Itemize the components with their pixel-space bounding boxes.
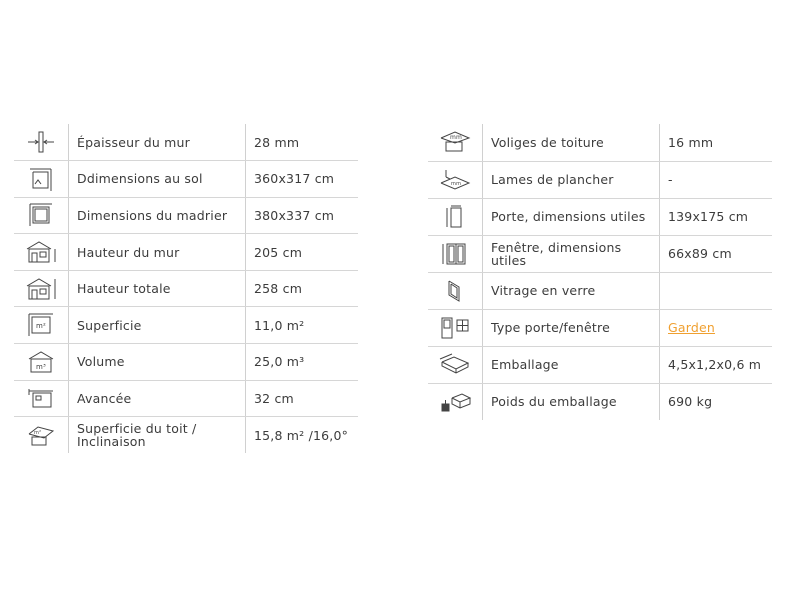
roof-area-icon xyxy=(26,422,56,448)
area-icon xyxy=(26,312,56,338)
spec-value xyxy=(660,272,773,309)
spec-label: Type porte/fenêtre xyxy=(483,309,660,346)
spec-label: Fenêtre, dimensions utiles xyxy=(483,235,660,272)
window-dimensions-icon xyxy=(440,241,470,267)
spec-label: Porte, dimensions utiles xyxy=(483,198,660,235)
table-row xyxy=(14,124,358,161)
spec-value: 690 kg xyxy=(668,394,713,410)
table-row xyxy=(428,235,772,272)
roof-boards-icon xyxy=(438,129,472,155)
table-row xyxy=(428,309,772,346)
spec-value: 360x317 cm xyxy=(246,161,359,198)
specs-table-right xyxy=(428,124,772,420)
spec-value: 16 mm xyxy=(660,124,773,161)
table-row xyxy=(14,344,358,381)
spec-label: Lames de plancher xyxy=(483,161,660,198)
spec-label: Épaisseur du mur xyxy=(69,124,246,161)
volume-icon xyxy=(26,349,56,375)
svg-text:mm: mm xyxy=(450,134,463,142)
spec-value: 380x337 cm xyxy=(246,197,359,234)
svg-text:m²: m² xyxy=(36,322,47,331)
spec-label: Poids du emballage xyxy=(483,383,660,420)
spec-value: 205 cm xyxy=(246,234,359,271)
table-row xyxy=(14,380,358,417)
table-row xyxy=(14,307,358,344)
table-row xyxy=(14,197,358,234)
spec-label: Avancée xyxy=(69,380,246,417)
svg-text:m²: m² xyxy=(34,430,42,437)
spec-value: 139x175 cm xyxy=(660,198,773,235)
spec-value: 11,0 m² xyxy=(246,307,359,344)
spec-value: 258 cm xyxy=(246,270,359,307)
spec-label: Dimensions du madrier xyxy=(69,197,246,234)
table-row xyxy=(428,161,772,198)
table-row xyxy=(14,234,358,271)
table-row xyxy=(14,161,358,198)
wall-height-icon xyxy=(24,239,58,265)
packaging-icon xyxy=(438,352,472,378)
spec-label: Superficie xyxy=(69,307,246,344)
beam-dimensions-icon xyxy=(26,202,56,228)
spec-label: Hauteur du mur xyxy=(69,234,246,271)
package-weight-icon xyxy=(438,389,472,415)
overhang-icon xyxy=(26,385,56,411)
spec-value: 32 cm xyxy=(246,380,359,417)
spec-value: 25,0 m³ xyxy=(246,344,359,381)
svg-text:mm: mm xyxy=(451,180,462,187)
table-row xyxy=(14,270,358,307)
table-row xyxy=(428,383,772,420)
spec-label: Superficie du toit / Inclinaison xyxy=(69,417,246,454)
door-window-type-icon xyxy=(438,315,472,341)
spec-label: Voliges de toiture xyxy=(483,124,660,161)
table-row xyxy=(428,198,772,235)
spec-label: Emballage xyxy=(483,346,660,383)
glazing-icon xyxy=(440,278,470,304)
spec-label: Vitrage en verre xyxy=(483,272,660,309)
table-row xyxy=(428,346,772,383)
spec-value: - xyxy=(660,161,773,198)
spec-value: 66x89 cm xyxy=(660,235,773,272)
spec-label: Volume xyxy=(69,344,246,381)
garden-type-link[interactable]: Garden xyxy=(668,320,716,335)
spec-value: 28 mm xyxy=(246,124,359,161)
spec-value: 15,8 m² /16,0° xyxy=(254,427,349,443)
svg-text:m³: m³ xyxy=(36,362,47,371)
spec-label: Hauteur totale xyxy=(69,270,246,307)
spec-value: 4,5x1,2x0,6 m xyxy=(660,346,773,383)
table-row xyxy=(428,272,772,309)
spec-label: Ddimensions au sol xyxy=(69,161,246,198)
table-row xyxy=(14,417,358,454)
floorboards-icon xyxy=(438,167,472,193)
table-row xyxy=(428,124,772,161)
wall-thickness-icon xyxy=(26,129,56,155)
door-dimensions-icon xyxy=(440,204,470,230)
floor-dimensions-icon xyxy=(26,166,56,192)
specs-table-left xyxy=(14,124,358,453)
total-height-icon xyxy=(24,276,58,302)
